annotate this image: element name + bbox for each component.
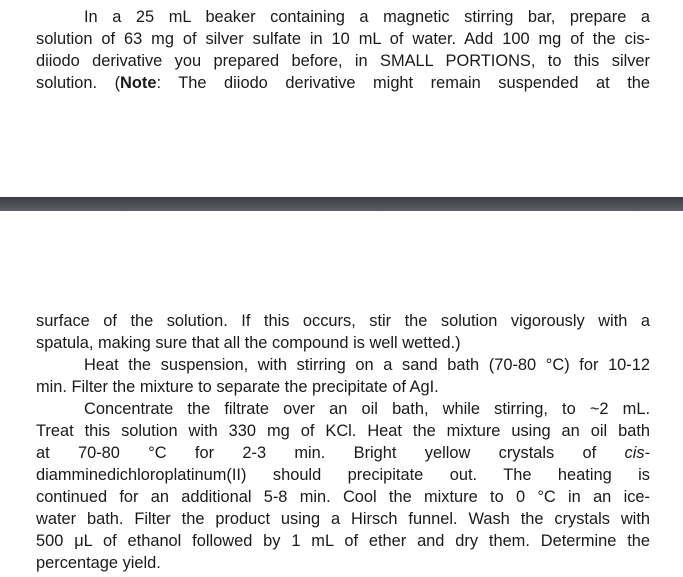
cis-prefix: cis- [624,444,650,462]
text-line: percentage yield. [36,554,161,572]
note-label: Note [120,74,157,92]
text-line: diiodo derivative you prepared before, in SMALL PORTIONS, to this silver [36,52,650,70]
cis-line-before: at 70-80 °C for 2-3 min. Bright yellow crystals of [36,444,625,462]
document-page-bottom [0,211,683,577]
text-line: In a 25 mL beaker containing a magnetic stirring bar, prepare a [84,8,650,26]
note-line [36,72,650,94]
text-line: Treat this solution with 330 mg of KCl. Heat the mixture using an oil bath [36,422,650,440]
note-before: solution. ( [36,74,121,92]
text-line: water bath. Filter the product using a Hirsch funnel. Wash the crystals with [36,510,650,528]
text-line: surface of the solution. If this occurs, stir the solution vigorously with a [36,312,650,330]
text-line [36,442,650,464]
text-block-bottom [36,310,650,574]
text-line: continued for an additional 5-8 min. Cool the mixture to 0 °C in an ice- [36,488,650,506]
text-line: diamminedichloroplatinum(II) should precipitate out. The heating is [36,466,650,484]
text-line: spatula, making sure that all the compound is well wetted.) [36,334,461,352]
text-line: solution of 63 mg of silver sulfate in 10 mL of water. Add 100 mg of the cis- [36,30,650,48]
text-block-top [36,6,650,94]
text-line: min. Filter the mixture to separate the precipitate of AgI. [36,378,439,396]
text-line: 500 μL of ethanol followed by 1 mL of ether and dry them. Determine the [36,532,650,550]
note-after: : The diiodo derivative might remain suspended at the [156,74,650,92]
text-line: Heat the suspension, with stirring on a sand bath (70-80 °C) for 10-12 [84,356,650,374]
document-page-top [0,0,683,197]
page-separator [0,197,683,211]
text-line: Concentrate the filtrate over an oil bath, while stirring, to ~2 mL. [84,400,650,418]
